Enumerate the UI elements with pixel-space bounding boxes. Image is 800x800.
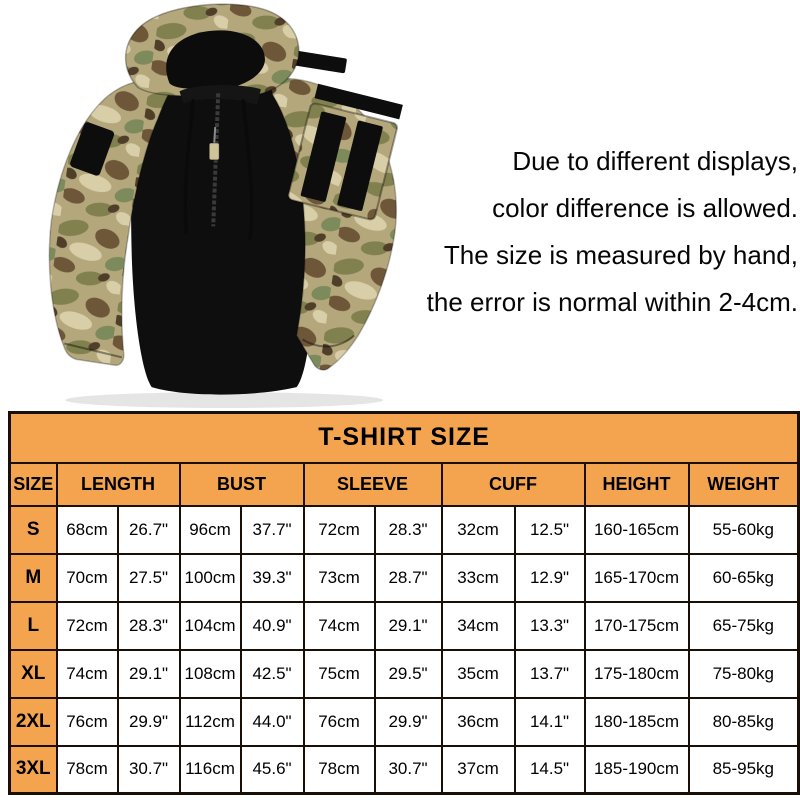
table-row bbox=[10, 506, 799, 554]
table-cell: 28.3" bbox=[118, 602, 180, 650]
table-cell: 76cm bbox=[57, 698, 118, 746]
size-label: 3XL bbox=[10, 746, 57, 794]
column-header-height: HEIGHT bbox=[585, 463, 689, 506]
table-cell: 75-80kg bbox=[689, 650, 799, 698]
table-cell: 34cm bbox=[442, 602, 515, 650]
table-cell: 37.7" bbox=[241, 506, 304, 554]
table-cell: 170-175cm bbox=[585, 602, 689, 650]
table-cell: 29.5" bbox=[375, 650, 442, 698]
table-cell: 28.3" bbox=[375, 506, 442, 554]
table-cell: 180-185cm bbox=[585, 698, 689, 746]
table-cell: 40.9" bbox=[241, 602, 304, 650]
table-cell: 65-75kg bbox=[689, 602, 799, 650]
table-cell: 112cm bbox=[180, 698, 241, 746]
table-cell: 116cm bbox=[180, 746, 241, 794]
table-cell: 30.7" bbox=[375, 746, 442, 794]
table-header-row bbox=[10, 463, 799, 506]
table-cell: 72cm bbox=[304, 506, 375, 554]
table-cell: 13.3" bbox=[515, 602, 585, 650]
disclaimer-line: the error is normal within 2-4cm. bbox=[426, 287, 798, 317]
size-label: L bbox=[10, 602, 57, 650]
table-cell: 33cm bbox=[442, 554, 515, 602]
table-cell: 60-65kg bbox=[689, 554, 799, 602]
table-cell: 75cm bbox=[304, 650, 375, 698]
table-cell: 26.7" bbox=[118, 506, 180, 554]
table-cell: 78cm bbox=[57, 746, 118, 794]
table-cell: 80-85kg bbox=[689, 698, 799, 746]
disclaimer bbox=[378, 138, 798, 326]
table-cell: 100cm bbox=[180, 554, 241, 602]
column-header-bust: BUST bbox=[180, 463, 304, 506]
table-cell: 73cm bbox=[304, 554, 375, 602]
table-cell: 42.5" bbox=[241, 650, 304, 698]
column-header-sleeve: SLEEVE bbox=[304, 463, 442, 506]
disclaimer-line: color difference is allowed. bbox=[492, 193, 798, 223]
table-cell: 165-170cm bbox=[585, 554, 689, 602]
table-cell: 29.1" bbox=[375, 602, 442, 650]
table-cell: 175-180cm bbox=[585, 650, 689, 698]
column-header-length: LENGTH bbox=[57, 463, 180, 506]
size-chart-title: T-SHIRT SIZE bbox=[10, 413, 799, 463]
table-cell: 37cm bbox=[442, 746, 515, 794]
table-cell: 96cm bbox=[180, 506, 241, 554]
table-cell: 160-165cm bbox=[585, 506, 689, 554]
disclaimer-line: Due to different displays, bbox=[512, 146, 798, 176]
size-label: 2XL bbox=[10, 698, 57, 746]
size-chart-table bbox=[8, 411, 800, 795]
table-cell: 13.7" bbox=[515, 650, 585, 698]
table-cell: 78cm bbox=[304, 746, 375, 794]
table-cell: 36cm bbox=[442, 698, 515, 746]
table-cell: 28.7" bbox=[375, 554, 442, 602]
table-cell: 72cm bbox=[57, 602, 118, 650]
table-cell: 14.5" bbox=[515, 746, 585, 794]
table-row bbox=[10, 554, 799, 602]
table-cell: 29.1" bbox=[118, 650, 180, 698]
table-row bbox=[10, 650, 799, 698]
table-cell: 55-60kg bbox=[689, 506, 799, 554]
table-cell: 185-190cm bbox=[585, 746, 689, 794]
table-cell: 74cm bbox=[57, 650, 118, 698]
table-cell: 27.5" bbox=[118, 554, 180, 602]
table-cell: 29.9" bbox=[375, 698, 442, 746]
table-cell: 74cm bbox=[304, 602, 375, 650]
table-cell: 14.1" bbox=[515, 698, 585, 746]
table-cell: 68cm bbox=[57, 506, 118, 554]
column-header-size: SIZE bbox=[10, 463, 57, 506]
table-cell: 39.3" bbox=[241, 554, 304, 602]
column-header-cuff: CUFF bbox=[442, 463, 585, 506]
column-header-weight: WEIGHT bbox=[689, 463, 799, 506]
table-cell: 76cm bbox=[304, 698, 375, 746]
table-cell: 44.0" bbox=[241, 698, 304, 746]
table-cell: 104cm bbox=[180, 602, 241, 650]
table-cell: 108cm bbox=[180, 650, 241, 698]
table-cell: 12.5" bbox=[515, 506, 585, 554]
table-cell: 29.9" bbox=[118, 698, 180, 746]
table-cell: 12.9" bbox=[515, 554, 585, 602]
size-label: S bbox=[10, 506, 57, 554]
table-cell: 35cm bbox=[442, 650, 515, 698]
table-cell: 32cm bbox=[442, 506, 515, 554]
table-row bbox=[10, 698, 799, 746]
disclaimer-line: The size is measured by hand, bbox=[443, 240, 798, 270]
table-cell: 30.7" bbox=[118, 746, 180, 794]
size-label: M bbox=[10, 554, 57, 602]
size-label: XL bbox=[10, 650, 57, 698]
zipper-pull-cord bbox=[214, 127, 215, 143]
zipper-pull bbox=[209, 143, 219, 160]
table-cell: 70cm bbox=[57, 554, 118, 602]
table-title-row bbox=[10, 413, 799, 463]
table-row bbox=[10, 602, 799, 650]
table-cell: 45.6" bbox=[241, 746, 304, 794]
table-cell: 85-95kg bbox=[689, 746, 799, 794]
table-row bbox=[10, 746, 799, 794]
